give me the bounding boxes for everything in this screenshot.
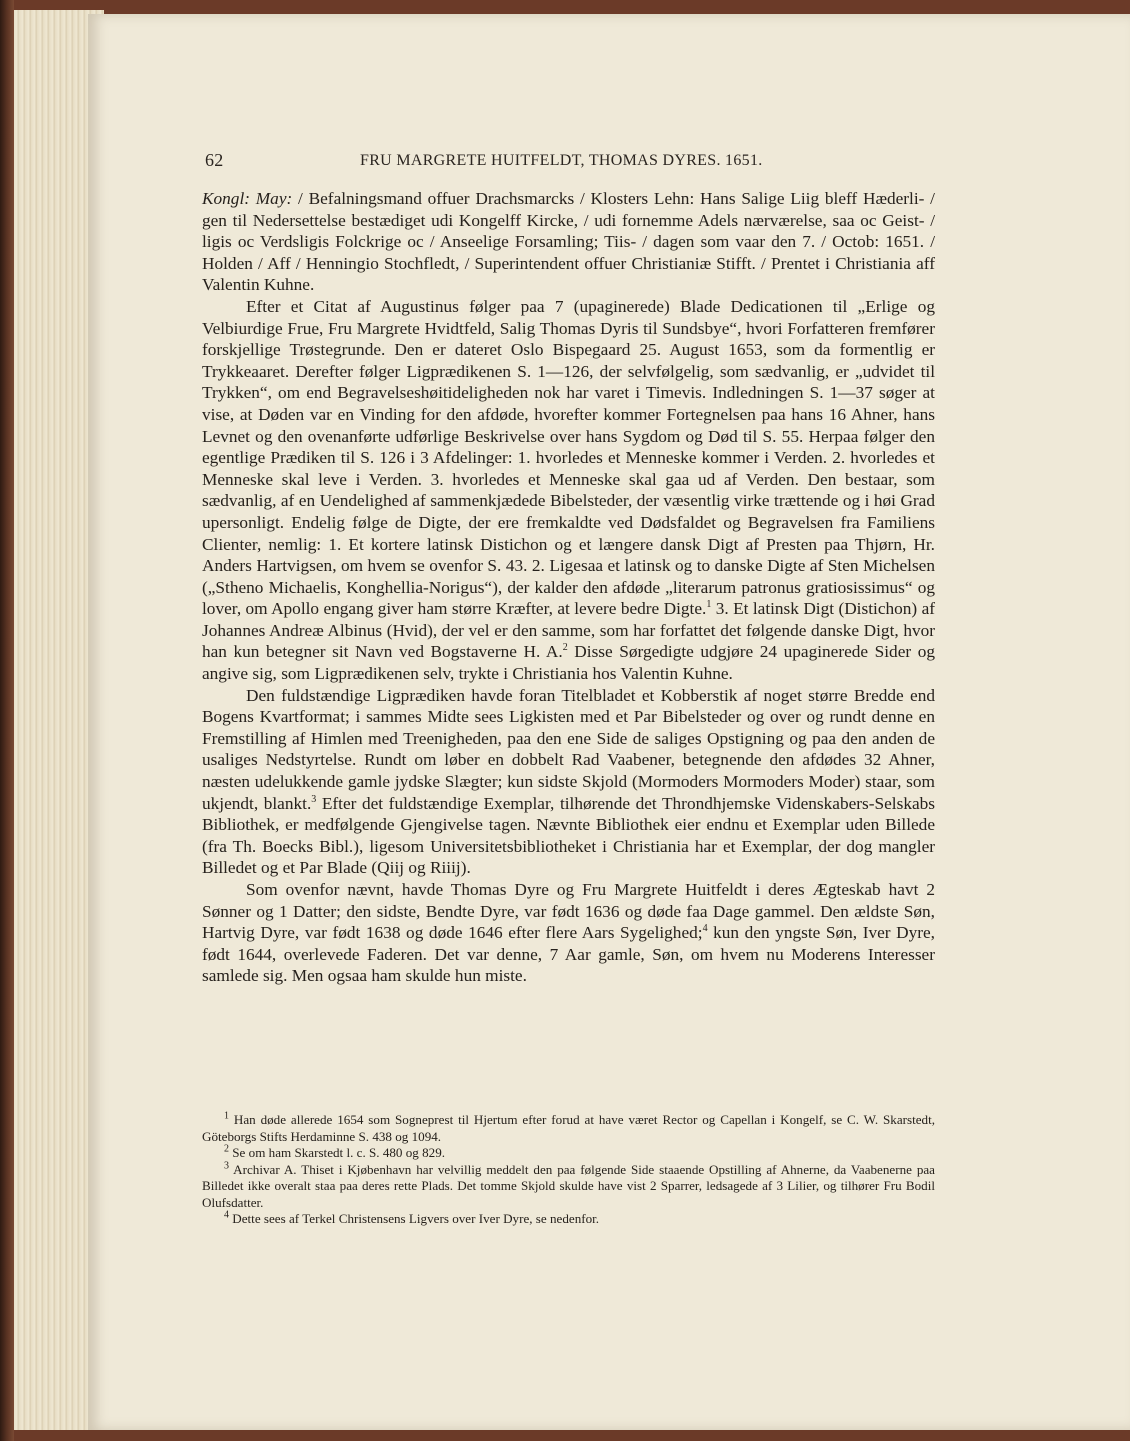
page-number: 62 <box>205 150 224 170</box>
footnote-ref-3[interactable]: 3 <box>311 793 317 805</box>
running-head <box>205 150 975 180</box>
paragraph-children <box>202 879 935 987</box>
paragraph-text: Som ovenfor nævnt, havde Thomas Dyre og Fru Margrete Huitfeldt i deres Ægteskab havt 2 Sønner og 1 Datter; den sidste, Bendte Dyre, var født 1636 og døde faa Dage gammel. Den ældste Søn, Hartvig Dyre, var født 1638 og døde 1646 efter flere Aars Sygelighed; <box>202 880 935 943</box>
running-title: FRU MARGRETE HUITFELDT, THOMAS DYRES. 1651. <box>360 152 763 169</box>
paragraph-text: / Befalningsmand offuer Drachsmarcks / Klosters Lehn: Hans Salige Liig bleff Hæderli- / gen til Nedersettelse bestædiget udi Kongelff Kircke, / udi fornemme Adels nærværelse, saa oc Geist- / ligis oc Verdsligis Folckrige oc / Anseelige Forsamling; Tiis- / dagen som vaar den 7. / Octob: 1651. / Holden / Aff / Henningio Stochfledt, / Superintendent offuer Christianiæ Stifft. / Prentet i Christiania aff Valentin Kuhne. <box>202 189 935 295</box>
paragraph-text: Efter det fuldstændige Exemplar, tilhørende det Throndhjemske Videnskabers-Selskabs Bibliothek, er medfølgende Gjengivelse tagen. Nævnte Bibliothek eier endnu et Exemplar uden Billede (fra Th. Boecks Bibl.), ligesom Universitetsbibliotheket i Christiania har et Exemplar, der dog mangler Billedet og et Par Blade (Qiij og Riiij). <box>202 793 935 878</box>
footnote-text: Archivar A. Thiset i Kjøbenhavn har velvillig meddelt den paa følgende Side staaende Opstilling af Ahnerne, da Vaabenerne paa Billedet ikke overalt staa paa deres rette Plads. Det tomme Skjold skulde have vist 2 Sparrer, ledsagede af 3 Lilier, og tilhører Fru Bodil Olufsdatter. <box>202 1161 935 1210</box>
footnote-mark: 1 <box>224 1110 229 1122</box>
italic-lead: Kongl: May: <box>202 189 293 208</box>
paragraph-text: Efter et Citat af Augustinus følger paa 7 (upaginerede) Blade Dedicationen til „Erlige og Velbiurdige Frue, Fru Margrete Hvidtfeld, Salig Thomas Dyris til Sundsbye“, hvori Forfatteren fremfører forskjellige Trøstegrunde. Den er dateret Oslo Bispegaard 25. August 1653, som da formentlig er Trykkeaaret. Derefter følger Ligprædikenen S. 1—126, der selvfølgelig, som sædvanlig, er „udvidet til Trykken“, om end Begravelseshøitideligheden nok har varet i Timevis. Indledningen S. 1—37 søger at vise, at Døden var en Vinding for den afdøde, hvorefter kommer Fortegnelsen paa hans 16 Ahner, hans Levnet og den ovenanførte udførlige Beskrivelse over hans Sygdom og Død til S. 55. Herpaa følger den egentlige Prædiken til S. 126 i 3 Afdelinger: 1. hvorledes et Menneske kommer i Verden. 2. hvorledes et Menneske skal leve i Verden. 3. hvorledes et Menneske skal gaa ud af Verden. Den bestaar, som sædvanlig, af en Uendelighed af sammenkjædede Bibelsteder, der væsentlig virke trættende og i høi Grad upersonligt. Endelig følge de Digte, der ere fremkaldte ved Dødsfaldet og Begravelsen fra Familiens Clienter, nemlig: 1. Et kortere latinsk Distichon og et længere dansk Digt af Presten paa Thjørn, Hr. Anders Hartvigsen, om hvem se ovenfor S. 43. 2. Ligesaa et latinsk og to danske Digte af Sten Michelsen („Stheno Michaelis, Konghellia-Norigus“), der kalder den afdøde „literarum patronus gratiosissimus“ og lover, om Apollo engang giver ham større Kræfter, at levere bedre Digte. <box>202 296 935 619</box>
paragraph-text: kun den yngste Søn, Iver Dyre, født 1644, overlevede Faderen. Det var denne, 7 Aar gamle, Søn, om hvem nu Moderens Interesser samlede sig. Men ogsaa ham skulde hun miste. <box>202 923 935 986</box>
footnote-ref-4[interactable]: 4 <box>702 923 708 935</box>
body-text <box>202 188 935 987</box>
footnote-ref-2[interactable]: 2 <box>562 642 568 654</box>
paragraph-dedication <box>202 296 935 685</box>
footnote-text: Se om ham Skarstedt l. c. S. 480 og 829. <box>229 1145 446 1160</box>
footnote-4 <box>202 1211 935 1228</box>
paragraph-text: 3. Et latinsk Digt (Distichon) af Johannes Andreæ Albinus (Hvid), der vel er den samme, som har forfattet det følgende danske Digt, hvor han kun betegner sit Navn ved Bogstaverne H. A. <box>202 599 935 662</box>
footnote-mark: 3 <box>224 1160 229 1172</box>
paragraph-text: Den fuldstændige Ligprædiken havde foran Titelbladet et Kobberstik af noget større Bredde end Bogens Kvartformat; i sammes Midte sees Ligkisten med et Par Bibelsteder og over og rundt denne en Fremstilling af Himlen med Treenigheden, paa den ene Side de saliges Opstigning og paa den anden de usaliges Nedstyrtelse. Rundt om løber en dobbelt Rad Vaabener, betegnende den afdødes 32 Ahner, næsten udelukkende gamle jydske Slægter; kun sidste Skjold (Mormoders Mormoders Moder) staar, som ukjendt, blankt. <box>202 685 935 813</box>
paragraph-engraving <box>202 685 935 879</box>
footnotes <box>202 1112 935 1228</box>
footnote-2 <box>202 1145 935 1162</box>
footnote-mark: 2 <box>224 1143 229 1155</box>
paragraph-title-continuation <box>202 188 935 296</box>
footnote-1 <box>202 1112 935 1145</box>
footnote-text: Han døde allerede 1654 som Sogneprest til Hjertum efter forud at have været Rector og Capellan i Kongelf, se C. W. Skarstedt, Göteborgs Stifts Herdaminne S. 438 og 1094. <box>202 1112 935 1144</box>
footnote-3 <box>202 1162 935 1212</box>
footnote-text: Dette sees af Terkel Christensens Ligvers over Iver Dyre, se nedenfor. <box>229 1211 600 1226</box>
footnote-ref-1[interactable]: 1 <box>706 599 712 611</box>
paragraph-text: Disse Sørgedigte udgjøre 24 upaginerede Sider og angive sig, som Ligprædikenen selv, trykte i Christiania hos Valentin Kuhne. <box>202 642 935 684</box>
footnote-mark: 4 <box>224 1209 229 1221</box>
book-spine-edge <box>0 0 14 1441</box>
